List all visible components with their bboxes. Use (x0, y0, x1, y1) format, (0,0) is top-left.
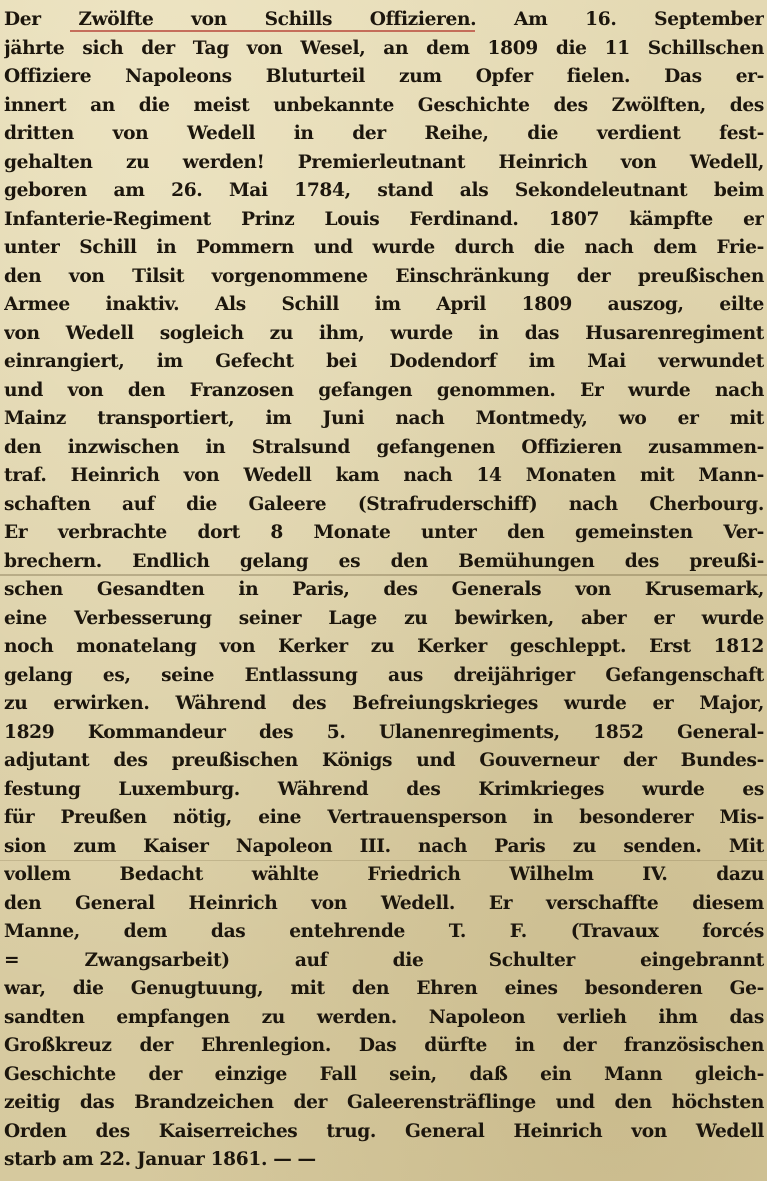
article-line: den General Heinrich von Wedell. Er verschaffte diesem (4, 892, 764, 914)
article-line: Mainz transportiert, im Juni nach Montmedy, wo er mit (4, 408, 764, 429)
article-line: schen Gesandten in Paris, des Generals von Krusemark, (4, 579, 764, 600)
article-line: noch monatelang von Kerker zu Kerker geschleppt. Erst 1812 (4, 636, 764, 657)
article-line: unter Schill in Pommern und wurde durch die nach dem Frie- (4, 237, 764, 258)
article-line: war, die Genugtuung, mit den Ehren eines besonderen Ge- (4, 978, 764, 999)
article-line: Der Zwölfte von Schills Offizieren. Am 16. September (4, 9, 764, 30)
article-line: Infanterie-Regiment Prinz Louis Ferdinand. 1807 kämpfte er (4, 208, 764, 230)
article-line: 1829 Kommandeur des 5. Ulanenregiments, 1852 General- (4, 721, 764, 743)
article-line: vollem Bedacht wählte Friedrich Wilhelm IV. dazu (4, 864, 764, 885)
article-line: festung Luxemburg. Während des Krimkrieges wurde es (4, 778, 764, 800)
article-line: den von Tilsit vorgenommene Einschränkung der preußischen (4, 265, 764, 287)
article-line: sion zum Kaiser Napoleon III. nach Paris zu senden. Mit (4, 835, 764, 857)
article-line: gelang es, seine Entlassung aus dreijähriger Gefangenschaft (4, 664, 764, 686)
article-line: eine Verbesserung seiner Lage zu bewirken, aber er wurde (4, 607, 764, 629)
article-line: Offiziere Napoleons Bluturteil zum Opfer fielen. Das er- (4, 66, 764, 87)
article-line: = Zwangsarbeit) auf die Schulter eingebrannt (4, 949, 764, 971)
article-line: und von den Franzosen gefangen genommen. Er wurde nach (4, 379, 764, 401)
article-line: adjutant des preußischen Königs und Gouverneur der Bundes- (4, 750, 764, 771)
article-line: Orden des Kaiserreiches trug. General Heinrich von Wedell (4, 1120, 764, 1142)
article-line: schaften auf die Galeere (Strafruderschiff) nach Cherbourg. (4, 493, 764, 515)
article-line: brechern. Endlich gelang es den Bemühungen des preußi- (4, 550, 764, 572)
article-line: Manne, dem das entehrende T. F. (Travaux forcés (4, 921, 764, 942)
article-line: zu erwirken. Während des Befreiungskrieges wurde er Major, (4, 693, 764, 714)
article-line: Armee inaktiv. Als Schill im April 1809 auszog, eilte (4, 294, 764, 315)
article-line: zeitig das Brandzeichen der Galeerensträflinge und den höchsten (4, 1092, 764, 1113)
article-line: traf. Heinrich von Wedell kam nach 14 Monaten mit Mann- (4, 465, 764, 486)
article-line: geboren am 26. Mai 1784, stand als Sekondeleutnant beim (4, 180, 764, 201)
article-body (4, 6, 764, 1175)
article-line: starb am 22. Januar 1861. — — (4, 1149, 316, 1170)
article-line: dritten von Wedell in der Reihe, die verdient fest- (4, 123, 764, 144)
article-line: innert an die meist unbekannte Geschichte des Zwölften, des (4, 94, 764, 116)
article-line: Großkreuz der Ehrenlegion. Das dürfte in der französischen (4, 1035, 764, 1056)
article-line: Er verbrachte dort 8 Monate unter den gemeinsten Ver- (4, 522, 764, 543)
article-line: für Preußen nötig, eine Vertrauensperson in besonderer Mis- (4, 807, 764, 828)
article-line: einrangiert, im Gefecht bei Dodendorf im Mai verwundet (4, 351, 764, 372)
article-line: sandten empfangen zu werden. Napoleon verlieh ihm das (4, 1006, 764, 1028)
article-line: gehalten zu werden! Premierleutnant Heinrich von Wedell, (4, 151, 764, 173)
article-line: jährte sich der Tag von Wesel, an dem 1809 die 11 Schillschen (4, 37, 764, 59)
article-line: den inzwischen in Stralsund gefangenen Offizieren zusammen- (4, 436, 764, 458)
article-line: Geschichte der einzige Fall sein, daß ein Mann gleich- (4, 1063, 764, 1085)
article-line: von Wedell sogleich zu ihm, wurde in das Husarenregiment (4, 322, 764, 344)
